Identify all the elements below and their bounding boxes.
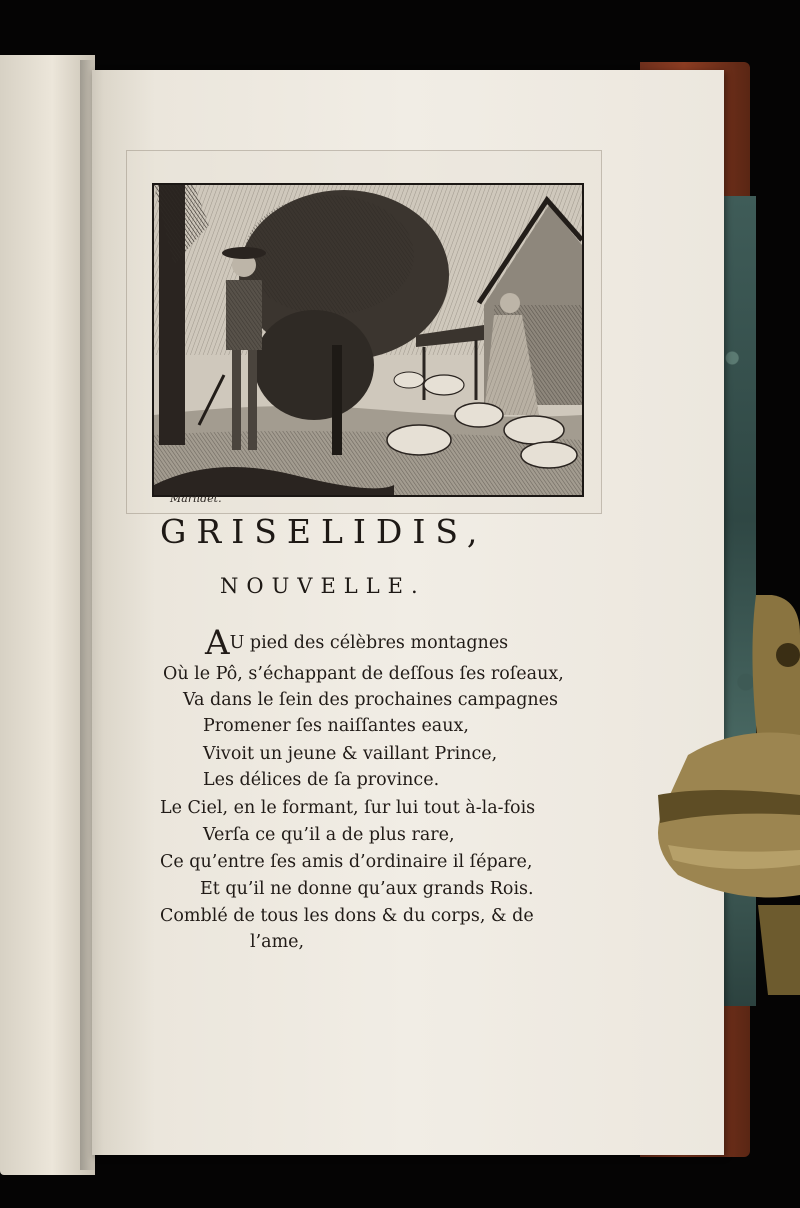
poem-line: Verſa ce qu’il a de plus rare, (203, 825, 455, 845)
book-gutter (80, 60, 104, 1170)
page-title: GRISELIDIS, (160, 512, 488, 551)
poem-line: AU pied des célèbres montagnes (205, 623, 509, 663)
engraving-art (154, 185, 582, 495)
poem-line: Vivoit un jeune & vaillant Prince, (203, 744, 498, 764)
poem-line: Les délices de ſa province. (203, 770, 440, 790)
brass-book-stand (648, 595, 800, 995)
engraving-illustration (152, 183, 584, 497)
poem-line: Va dans le ſein des prochaines campagnes (183, 690, 559, 710)
page-subtitle: NOUVELLE. (220, 574, 426, 598)
poem-line: l’ame, (250, 932, 305, 952)
poem-line: Et qu’il ne donne qu’aux grands Rois. (200, 879, 534, 899)
engraver-signature: Marlidet. (170, 492, 222, 505)
poem-line: Ce qu’entre ſes amis d’ordinaire il ſépare, (160, 852, 533, 872)
drop-cap: A (205, 623, 230, 663)
poem-line: Le Ciel, en le formant, ſur lui tout à-la-fois (160, 798, 536, 818)
poem-line: Comblé de tous les dons & du corps, & de (160, 906, 534, 926)
poem-line: Où le Pô, s’échappant de deſſous ſes roſeaux, (163, 664, 564, 684)
poem-line: Promener ſes naiſſantes eaux, (203, 716, 469, 736)
